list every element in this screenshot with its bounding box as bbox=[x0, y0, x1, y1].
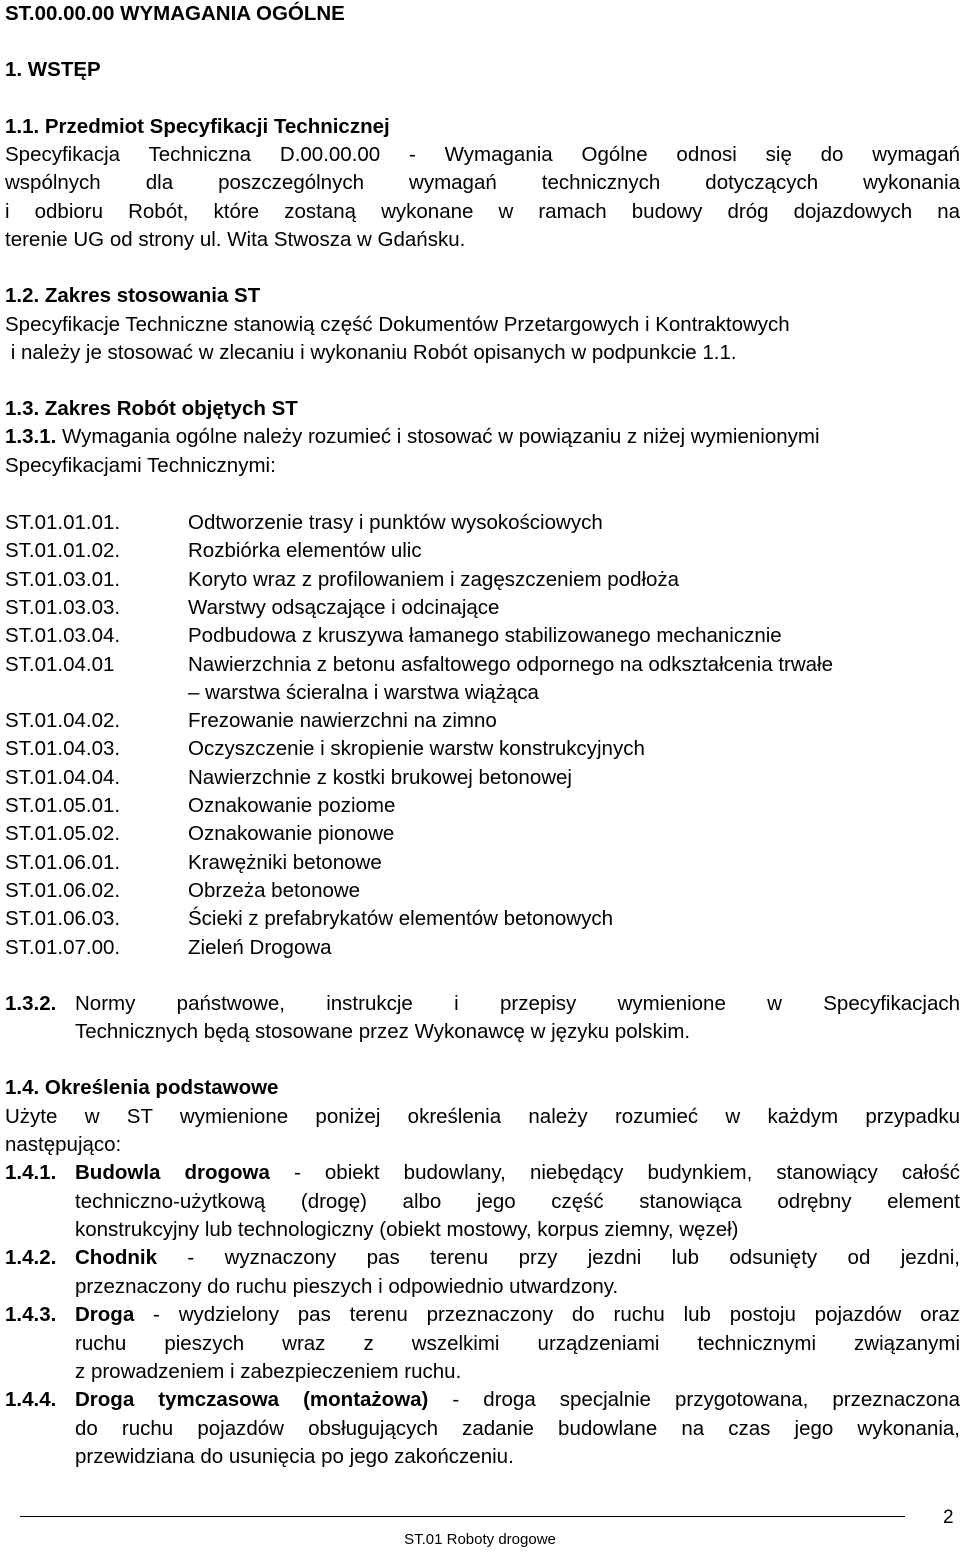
section-1-1-line: wspólnych dla poszczególnych wymagań technicznych dotyczących wykonania bbox=[5, 171, 960, 194]
definition-line-text: do ruchu pojazdów obsługujących zadanie budowlane na czas jego wykonania, bbox=[75, 1416, 960, 1440]
definition-text bbox=[75, 1386, 960, 1472]
page-number: 2 bbox=[943, 1507, 954, 1528]
spec-code: ST.01.01.02. bbox=[5, 539, 121, 563]
document-header: ST.00.00.00 WYMAGANIA OGÓLNE bbox=[5, 2, 345, 25]
definition-term: Droga tymczasowa (montażowa) bbox=[75, 1388, 429, 1411]
spec-code: ST.01.06.01. bbox=[5, 850, 121, 874]
spec-description: Oznakowanie pionowe bbox=[188, 822, 395, 846]
spec-description: Warstwy odsączające i odcinające bbox=[188, 595, 500, 619]
spec-description: Oczyszczenie i skropienie warstw konstrukcyjnych bbox=[188, 737, 645, 761]
spec-description: Nawierzchnie z kostki brukowej betonowej bbox=[188, 765, 572, 789]
spec-code: ST.01.04.02. bbox=[5, 709, 121, 733]
section-1-4-heading: 1.4. Określenia podstawowe bbox=[5, 1076, 279, 1099]
definition-term: Droga bbox=[75, 1303, 135, 1326]
section-1-3-2-line: Normy państwowe, instrukcje i przepisy wymienione w Specyfikacjach bbox=[75, 992, 960, 1015]
spec-description: Krawężniki betonowe bbox=[188, 850, 382, 874]
spec-code: ST.01.04.03. bbox=[5, 737, 121, 761]
spec-description: Nawierzchnia z betonu asfaltowego odpornego na odkształcenia trwałe bbox=[188, 652, 834, 676]
footer-text: ST.01 Roboty drogowe bbox=[404, 1531, 556, 1548]
spec-description: Zieleń Drogowa bbox=[188, 935, 332, 959]
spec-description: Obrzeża betonowe bbox=[188, 878, 361, 902]
definition-line bbox=[75, 1415, 960, 1444]
definition-line bbox=[75, 1301, 960, 1330]
definition-line-text: przeznaczony do ruchu pieszych i odpowiednio utwardzony. bbox=[75, 1274, 619, 1298]
definition-line-text: - wydzielony pas terenu przeznaczony do ruchu lub postoju pojazdów oraz bbox=[134, 1303, 960, 1326]
spec-description: Koryto wraz z profilowaniem i zagęszczeniem podłoża bbox=[188, 567, 680, 591]
spec-description: Rozbiórka elementów ulic bbox=[188, 539, 422, 563]
definition-text bbox=[75, 1244, 960, 1301]
spec-code: ST.01.05.01. bbox=[5, 794, 121, 817]
footer-rule bbox=[20, 1516, 905, 1517]
section-1-3-1-text: Wymagania ogólne należy rozumieć i stosować w powiązaniu z niżej wymienionymi bbox=[56, 425, 820, 448]
definition-line bbox=[75, 1330, 960, 1359]
section-1-4-line: następująco: bbox=[5, 1133, 122, 1156]
definition-line-text: techniczno-użytkową (drogę) albo jego część stanowiąca odrębny element bbox=[75, 1189, 960, 1213]
definition-line-text: konstrukcyjny lub technologiczny (obiekt mostowy, korpus ziemny, węzeł) bbox=[75, 1218, 739, 1241]
section-1-3-2-line: Technicznych będą stosowane przez Wykonawcę w języku polskim. bbox=[75, 1020, 691, 1043]
spec-description: Frezowanie nawierzchni na zimno bbox=[188, 709, 497, 733]
spec-code: ST.01.03.04. bbox=[5, 624, 121, 648]
definition-text bbox=[75, 1159, 960, 1245]
spec-code: ST.01.03.01. bbox=[5, 567, 121, 591]
spec-code: ST.01.04.04. bbox=[5, 765, 121, 789]
definition-number: 1.4.4. bbox=[5, 1388, 57, 1411]
section-1-2-heading: 1.2. Zakres stosowania ST bbox=[5, 284, 261, 307]
section-1-1-heading: 1.1. Przedmiot Specyfikacji Technicznej bbox=[5, 115, 390, 138]
definition-line bbox=[75, 1216, 960, 1245]
definition-line-text: - obiekt budowlany, niebędący budynkiem, stanowiący całość bbox=[269, 1161, 960, 1184]
definition-line bbox=[75, 1188, 960, 1217]
definition-term: Chodnik bbox=[75, 1246, 157, 1269]
definition-number: 1.4.1. bbox=[5, 1161, 57, 1184]
definition-line-text: przewidziana do usunięcia po jego zakończeniu. bbox=[75, 1445, 514, 1468]
definition-line-text: z prowadzeniem i zabezpieczeniem ruchu. bbox=[75, 1360, 462, 1383]
definition-text bbox=[75, 1301, 960, 1387]
section-1-2-line: i należy je stosować w zlecaniu i wykonaniu Robót opisanych w podpunkcie 1.1. bbox=[5, 341, 737, 364]
spec-description: Odtworzenie trasy i punktów wysokościowych bbox=[188, 511, 603, 534]
definition-line bbox=[75, 1443, 960, 1472]
section-1-heading: 1. WSTĘP bbox=[5, 58, 101, 81]
definition-line bbox=[75, 1244, 960, 1273]
spec-code: ST.01.03.03. bbox=[5, 595, 121, 619]
spec-description: Podbudowa z kruszywa łamanego stabilizowanego mechanicznie bbox=[188, 624, 782, 648]
spec-code: ST.01.04.01 bbox=[5, 652, 115, 676]
spec-description: Ścieki z prefabrykatów elementów betonowych bbox=[188, 907, 614, 931]
definition-line-text: - wyznaczony pas terenu przy jezdni lub odsunięty od jezdni, bbox=[157, 1246, 960, 1269]
spec-code: ST.01.06.02. bbox=[5, 878, 121, 902]
spec-code: ST.01.01.01. bbox=[5, 511, 121, 534]
definition-line-text: - droga specjalnie przygotowana, przeznaczona bbox=[428, 1388, 960, 1411]
spec-description: – warstwa ścieralna i warstwa wiążąca bbox=[188, 680, 539, 704]
definition-line bbox=[75, 1159, 960, 1188]
definition-line bbox=[75, 1386, 960, 1415]
section-1-1-line: Specyfikacja Techniczna D.00.00.00 - Wymagania Ogólne odnosi się do wymagań bbox=[5, 143, 960, 166]
section-1-4-line: Użyte w ST wymienione poniżej określenia należy rozumieć w każdym przypadku bbox=[5, 1105, 960, 1128]
section-1-2-line: Specyfikacje Techniczne stanowią część Dokumentów Przetargowych i Kontraktowych bbox=[5, 313, 790, 336]
definition-number: 1.4.2. bbox=[5, 1246, 57, 1269]
section-1-3-1-line: Specyfikacjami Technicznymi: bbox=[5, 454, 276, 477]
spec-description: Oznakowanie poziome bbox=[188, 794, 396, 817]
section-1-3-2-number: 1.3.2. bbox=[5, 992, 57, 1015]
section-1-1-line: i odbioru Robót, które zostaną wykonane w ramach budowy dróg dojazdowych na bbox=[5, 200, 960, 223]
definition-line bbox=[75, 1273, 960, 1302]
spec-code: ST.01.07.00. bbox=[5, 935, 121, 959]
definition-line bbox=[75, 1358, 960, 1387]
section-1-3-1-paragraph bbox=[5, 423, 820, 452]
section-1-1-line: terenie UG od strony ul. Wita Stwosza w Gdańsku. bbox=[5, 228, 466, 251]
spec-code: ST.01.06.03. bbox=[5, 907, 121, 931]
section-1-3-heading: 1.3. Zakres Robót objętych ST bbox=[5, 397, 298, 420]
definition-line-text: ruchu pieszych wraz z wszelkimi urządzeniami technicznymi związanymi bbox=[75, 1331, 960, 1355]
spec-code: ST.01.05.02. bbox=[5, 822, 121, 846]
definition-term: Budowla drogowa bbox=[75, 1161, 270, 1184]
section-1-3-1-number: 1.3.1. bbox=[5, 425, 57, 448]
definition-number: 1.4.3. bbox=[5, 1303, 57, 1326]
